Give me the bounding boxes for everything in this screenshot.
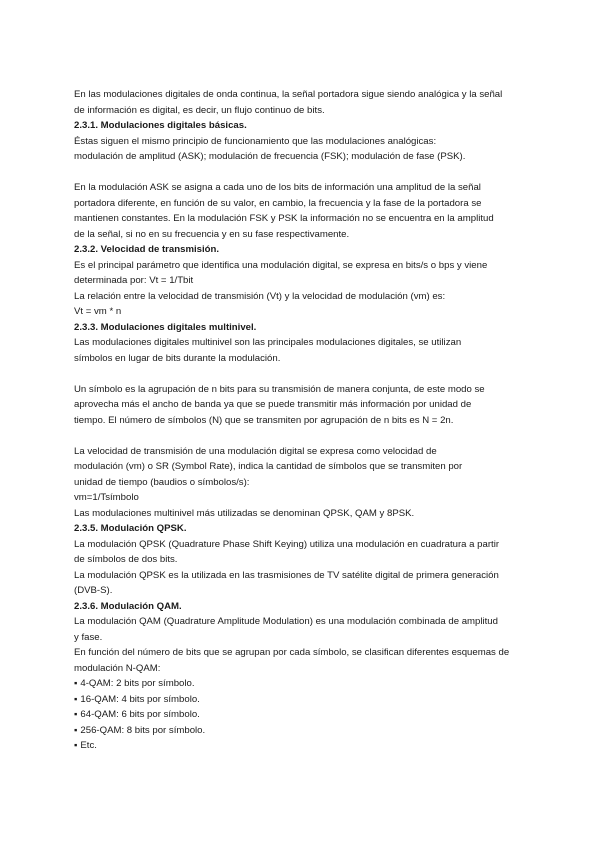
list-item: ▪ 16-QAM: 4 bits por símbolo. <box>74 692 534 708</box>
paragraph-gap <box>74 165 534 181</box>
section-heading-2-3-6: 2.3.6. Modulación QAM. <box>74 600 182 612</box>
paragraph-line: La modulación QPSK (Quadrature Phase Shift Keying) utiliza una modulación en cuadratura a partir <box>74 538 500 550</box>
paragraph-line: Las modulaciones digitales multinivel son las principales modulaciones digitales, se utilizan <box>74 337 462 348</box>
paragraph-line: determinada por: Vt = 1/Tbit <box>74 275 194 286</box>
list-item: ▪ 4-QAM: 2 bits por símbolo. <box>74 676 534 692</box>
paragraph-line: modulación de amplitud (ASK); modulación de frecuencia (FSK); modulación de fase (PSK). <box>74 151 466 162</box>
paragraph-line: de información es digital, es decir, un flujo continuo de bits. <box>74 104 325 116</box>
paragraph-line: Es el principal parámetro que identifica una modulación digital, se expresa en bits/s o bps y viene <box>74 259 488 271</box>
formula-line: vm=1/Tsímbolo <box>74 492 139 503</box>
section-heading-2-3-3: 2.3.3. Modulaciones digitales multinivel. <box>74 321 257 333</box>
paragraph-line: portadora diferente, en función de su valor, en cambio, la frecuencia y la fase de la portadora se <box>74 197 482 209</box>
document-body <box>74 87 534 754</box>
list-item: ▪ 256-QAM: 8 bits por símbolo. <box>74 723 534 739</box>
paragraph-line: tiempo. El número de símbolos (N) que se transmiten por agrupación de n bits es N = 2n. <box>74 414 454 426</box>
paragraph-line: La relación entre la velocidad de transmisión (Vt) y la velocidad de modulación (vm) es: <box>74 290 446 302</box>
paragraph-line: mantienen constantes. En la modulación FSK y PSK la información no se encuentra en la amplitud <box>74 213 494 224</box>
paragraph-line: Las modulaciones multinivel más utilizadas se denominan QPSK, QAM y 8PSK. <box>74 507 415 519</box>
paragraph-line: Éstas siguen el mismo principio de funcionamiento que las modulaciones analógicas: <box>74 135 437 147</box>
paragraph-line: de la señal, si no en su frecuencia y en su fase respectivamente. <box>74 228 350 240</box>
list-item: ▪ Etc. <box>74 738 534 754</box>
paragraph-line: (DVB-S). <box>74 585 113 596</box>
paragraph-line: aprovecha más el ancho de banda ya que se puede transmitir más información por unidad de <box>74 399 472 410</box>
paragraph-gap <box>74 366 534 382</box>
paragraph-line: de símbolos de dos bits. <box>74 554 178 565</box>
paragraph-line: unidad de tiempo (baudios o símbolos/s): <box>74 476 250 488</box>
paragraph-line: modulación (vm) o SR (Symbol Rate), indica la cantidad de símbolos que se transmiten por <box>74 461 463 472</box>
paragraph-line: modulación N-QAM: <box>74 662 161 674</box>
paragraph-line: La velocidad de transmisión de una modulación digital se expresa como velocidad de <box>74 445 437 457</box>
section-heading-2-3-2: 2.3.2. Velocidad de transmisión. <box>74 244 220 255</box>
paragraph-line: símbolos en lugar de bits durante la modulación. <box>74 352 281 364</box>
paragraph-gap <box>74 428 534 444</box>
paragraph-line: Un símbolo es la agrupación de n bits para su transmisión de manera conjunta, de este modo se <box>74 383 485 395</box>
section-heading-2-3-5: 2.3.5. Modulación QPSK. <box>74 523 187 534</box>
paragraph-line: En función del número de bits que se agrupan por cada símbolo, se clasifican diferentes esquemas de <box>74 647 510 658</box>
paragraph-line: y fase. <box>74 631 103 643</box>
paragraph-line: La modulación QAM (Quadrature Amplitude Modulation) es una modulación combinada de amplitud <box>74 616 498 627</box>
paragraph-line: La modulación QPSK es la utilizada en las trasmisiones de TV satélite digital de primera generación <box>74 569 499 581</box>
list-item: ▪ 64-QAM: 6 bits por símbolo. <box>74 707 534 723</box>
paragraph-line: En la modulación ASK se asigna a cada uno de los bits de información una amplitud de la señal <box>74 182 481 193</box>
qam-list <box>74 676 534 754</box>
formula-line: Vt = vm * n <box>74 306 122 317</box>
paragraph-line: En las modulaciones digitales de onda continua, la señal portadora sigue siendo analógica y la señal <box>74 89 503 100</box>
section-heading-2-3-1: 2.3.1. Modulaciones digitales básicas. <box>74 120 247 131</box>
